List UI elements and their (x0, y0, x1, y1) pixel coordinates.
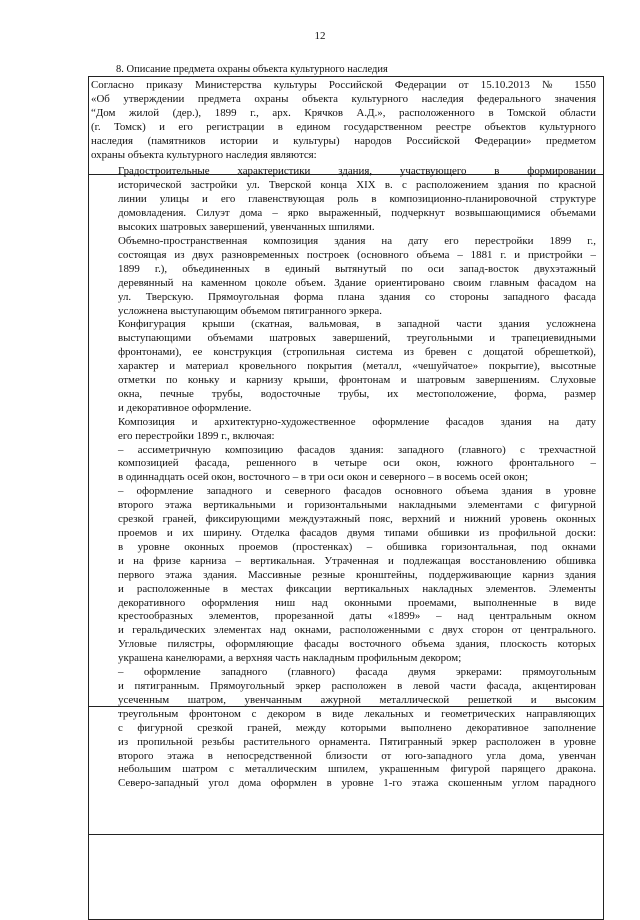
text-line: (г. Томск) и его регистрации в едином государственном реестре объектов культурного (91, 120, 596, 133)
text-line: наследия (памятников истории и культуры) народов Российской Федерации» предметом (91, 134, 596, 147)
text-line: усложнена выступающим объемом пятигранного эркера. (118, 304, 382, 317)
list-item-asymmetric-composition (91, 444, 596, 486)
text-line: и расположенные в местах фиксации вертикальных накладных элементов. Элементы (118, 582, 596, 595)
text-line: фронтонами), ее конструкция (стропильная система из бревен с дощатой обрешеткой), (118, 346, 596, 359)
text-line: 1899 г.), объединенных в единый вытянутый по оси запад-восток двухэтажный (118, 262, 596, 275)
text-line: крестообразных элементов, прорезанной даты «1899» – над центральным окном (118, 610, 596, 623)
intro-paragraph (91, 79, 596, 162)
document-body (91, 79, 596, 791)
paragraph-roof (91, 318, 596, 415)
text-line: Композиция и архитектурно-художественное оформление фасадов здания на дату (118, 415, 596, 428)
text-line: его перестройки 1899 г., включая: (118, 429, 275, 442)
paragraph-urban-planning (91, 165, 596, 235)
page-number: 12 (314, 30, 326, 42)
text-line: небольшим шатром с металлическим шпилем, украшенным фигурой парящего дракона. (118, 763, 596, 776)
text-line: и на фризе карниза – вертикальная. Утраченная и подлежащая восстановлению обшивка (118, 554, 596, 567)
text-line: в уровне оконных проемов (простенках) – обшивка горизонтальная, под окнами (118, 540, 596, 553)
text-line: охраны объекта культурного наследия являются: (91, 148, 317, 161)
text-line: и пятигранным. Прямоугольный эркер расположен в левой части фасада, акцентирован (118, 679, 596, 692)
list-item-west-north-facades (91, 485, 596, 666)
text-line: усеченным шатром, увенчанным ажурной металлической решеткой и высоким (118, 693, 596, 706)
text-line: проемов и их ширину. Отделка фасадов двумя типами обшивки из профильной доски: (118, 527, 596, 539)
text-line: – оформление западного и северного фасадов основного объема здания в уровне (118, 485, 596, 498)
text-line: первого этажа здания. Массивные резные кронштейны, поддерживающие карниз здания (118, 568, 596, 581)
text-line: окна, печные трубы, водосточные трубы, их местоположение, форма, размер (118, 387, 596, 400)
text-line: второго этажа в непосредственной близости от юго-западного угла дома, увенчан (118, 749, 596, 762)
text-line: срезкой граней, фиксирующими междуэтажный пояс, верхний и нижний уровень оконных (118, 513, 596, 526)
text-line: и декоративное оформление. (118, 401, 252, 414)
text-line: – оформление западного (главного) фасада двумя эркерами: прямоугольным (118, 666, 596, 679)
text-line: из пропильной резьбы растительного орнамента. Пятигранный эркер расположен в уровне (118, 735, 596, 748)
text-line: деревянный на каменном цоколе объем. Здание ориентировано своим главным фасадом на (118, 276, 596, 289)
section-heading: 8. Описание предмета охраны объекта культурного наследия (116, 64, 388, 75)
text-line: ул. Тверскую. Прямоугольная форма плана здания со стороны западного фасада (118, 290, 596, 303)
list-item-west-facade-bays (91, 666, 596, 791)
text-line: и геральдических элементах над окнами, расположенными с двух сторон от центрального. (118, 624, 596, 637)
text-line: «Об утверждении предмета охраны объекта культурного наследия федерального значения (91, 92, 596, 105)
text-line: – ассиметричную композицию фасадов здания: западного (главного) с трехчастной (118, 443, 596, 456)
text-line: в одиннадцать осей окон, восточного – в три оси окон и северного – в восемь осей окон; (118, 471, 529, 484)
text-line: Градостроительные характеристики здания, участвующего в формировании (118, 165, 596, 178)
text-line: отметки по коньку и карнизу крыши, фронтонам и шатровым завершениям. Слуховые (118, 374, 596, 387)
text-line: характер и материал кровельного покрытия (металл, «чешуйчатое» покрытие), высотные (118, 360, 596, 373)
text-line: композицией фасада, решенного в четыре оси окон, южного фронтального – (118, 457, 596, 470)
text-line: “Дом жилой (дер.), 1899 г., арх. Крячков А.Д.», расположенного в Томской области (91, 106, 596, 119)
text-line: Объемно-пространственная композиция здания на дату его перестройки 1899 г., (118, 234, 596, 247)
text-line: Северо-западный угол дома оформлен в уровне 1-го этажа скошенным углом парадного (118, 777, 596, 790)
text-line: украшена канелюрами, а верхняя часть накладным профильным декором; (118, 652, 462, 665)
text-line: Угловые пилястры, оформляющие фасады восточного объема здания, плоскость которых (118, 638, 596, 651)
text-line: с фигурной срезкой граней, между которыми выполнено декоративное заполнение (118, 721, 596, 734)
text-line: выступающими объемами шатровых завершений, треугольными и трапециевидными (118, 332, 596, 345)
text-line: Конфигурация крыши (скатная, вальмовая, в западной части здания усложнена (118, 318, 596, 331)
text-line: второго этажа вертикальными и горизонтальными накладными элементами с фигурной (118, 499, 596, 512)
text-line: линии улицы и его главенствующая роль в композиционно-планировочной структуре (118, 193, 596, 206)
paragraph-spatial-composition (91, 235, 596, 318)
text-line: треугольным фронтоном с декором в виде лекальных и геометрических направляющих (118, 707, 596, 720)
paragraph-facades (91, 416, 596, 444)
text-line: домовладения. Силуэт дома – ярко выраженный, подчеркнут возвышающимися объемами (118, 207, 596, 220)
text-line: декоративного оформления ниш над оконными проемами, выполненные в виде (118, 596, 596, 609)
text-line: исторической застройки ул. Тверской конца XIX в. с расположением здания по красной (118, 179, 596, 192)
text-line: высоких шатровых завершений, увенчанных шпилями. (118, 221, 375, 234)
table-row-divider (88, 834, 604, 835)
text-line: Согласно приказу Министерства культуры Российской Федерации от 15.10.2013 № 1550 (91, 79, 596, 91)
text-line: состоящая из двух разновременных построек (основного объема – 1881 г. и пристройки – (118, 248, 596, 261)
